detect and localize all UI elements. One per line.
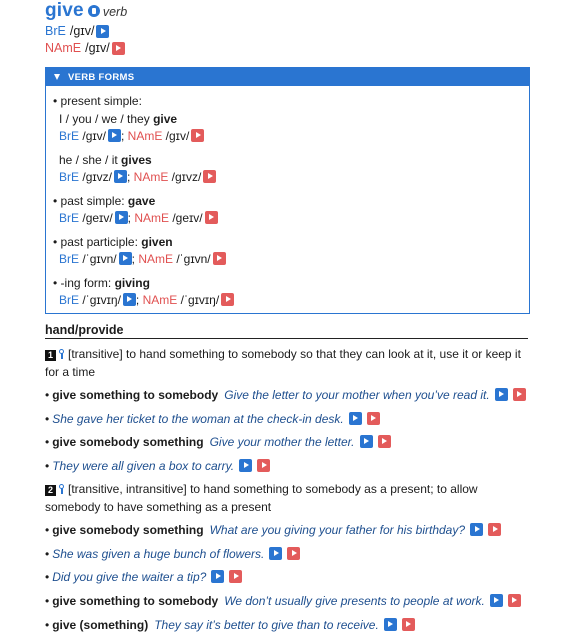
bre-label: BrE: [59, 129, 80, 143]
verb-forms-title: VERB FORMS: [68, 71, 135, 83]
play-name-icon[interactable]: [112, 42, 125, 55]
example-pattern: give somebody something: [52, 523, 204, 537]
ing-form: giving: [114, 275, 150, 290]
play-bre-icon[interactable]: [384, 618, 397, 631]
verb-forms-list: [46, 86, 529, 310]
present-simple-group: • present simple: I / you / we / they give BrE /ɡɪv/ ; NAmE /ɡɪv/ he / she / it gives BrE /ɡɪvz/ ; NAmE /ɡɪvz/: [53, 93, 529, 187]
play-name-icon[interactable]: [367, 412, 380, 425]
name-ipa: /ɡɪvz/: [171, 170, 202, 184]
example-text: Give the letter to your mother when you’ve read it.: [224, 388, 490, 402]
name-label: NAmE: [45, 41, 82, 55]
play-name-icon[interactable]: [513, 388, 526, 401]
past-simple-group: • past simple: gave BrE /ɡeɪv/ ; NAmE /ɡeɪv/: [53, 193, 529, 228]
example-sentence: [45, 521, 530, 539]
play-bre-icon[interactable]: [108, 129, 121, 142]
name-label: NAmE: [142, 293, 178, 307]
name-ipa: /ˈɡɪvn/: [176, 252, 211, 266]
example-pattern: give something to somebody: [52, 594, 219, 608]
headword: give: [45, 0, 84, 21]
play-name-icon[interactable]: [213, 252, 226, 265]
bre-ipa: /ˈɡɪvɪŋ/: [82, 293, 121, 307]
example-text: We don’t usually give presents to people at work.: [224, 594, 485, 608]
example-text: They were all given a box to carry.: [52, 459, 235, 473]
example-text: Give your mother the letter.: [209, 435, 355, 449]
sense-def: to hand something to somebody as a present; to allow somebody to have something as a present: [45, 482, 478, 514]
example-sentence: [45, 545, 530, 563]
sense-number: 1: [45, 350, 56, 361]
play-bre-icon[interactable]: [115, 211, 128, 224]
bullet: •: [45, 523, 50, 537]
verb-forms-toggle[interactable]: [46, 68, 529, 86]
example-sentence: [45, 568, 530, 586]
sense-def: to hand something to somebody so that they can look at it, use it or keep it for a time: [45, 347, 521, 379]
name-ipa: /ɡɪv/: [165, 129, 190, 143]
bre-label: BrE: [45, 24, 66, 38]
bullet: •: [45, 570, 50, 584]
play-bre-icon[interactable]: [211, 570, 224, 583]
past-form: gave: [127, 193, 156, 208]
example-pattern: give somebody something: [52, 435, 204, 449]
name-label: NAmE: [127, 129, 163, 143]
play-name-icon[interactable]: [203, 170, 216, 183]
ing-label: -ing form:: [60, 275, 112, 290]
present-subj2: he / she / it: [59, 152, 118, 167]
name-label: NAmE: [133, 170, 169, 184]
pron-bre: [45, 22, 109, 40]
bre-ipa: /ɡɪv/: [69, 24, 95, 38]
oxford-key-icon[interactable]: [59, 484, 64, 494]
example-sentence: [45, 433, 530, 451]
bullet: •: [45, 594, 50, 608]
bre-ipa: /ɡɪvz/: [82, 170, 112, 184]
bre-label: BrE: [59, 211, 80, 225]
example-text: She was given a huge bunch of flowers.: [52, 547, 265, 561]
sense-2-definition: [45, 481, 530, 516]
pron-name: [45, 39, 125, 57]
name-label: NAmE: [138, 252, 173, 266]
sense-grammar: [transitive]: [68, 347, 123, 361]
oxford-key-icon[interactable]: [59, 349, 64, 359]
example-sentence: [45, 386, 530, 404]
play-name-icon[interactable]: [221, 293, 234, 306]
present-subj1: I / you / we / they: [59, 111, 150, 126]
play-bre-icon[interactable]: [360, 435, 373, 448]
bullet: •: [45, 388, 50, 402]
play-name-icon[interactable]: [205, 211, 218, 224]
name-ipa: /ˈɡɪvɪŋ/: [180, 293, 220, 307]
play-name-icon[interactable]: [508, 594, 521, 607]
example-pattern: give (something): [52, 618, 149, 632]
bullet: •: [45, 435, 50, 449]
play-name-icon[interactable]: [287, 547, 300, 560]
bullet: •: [45, 459, 50, 473]
bullet: •: [45, 547, 50, 561]
name-label: NAmE: [134, 211, 169, 225]
pp-form: given: [141, 234, 173, 249]
play-name-icon[interactable]: [488, 523, 501, 536]
example-text: They say it’s better to give than to receive.: [154, 618, 379, 632]
part-of-speech: verb: [102, 5, 128, 19]
name-ipa: /ɡɪv/: [85, 41, 110, 55]
example-sentence: [45, 410, 530, 428]
present-label: present simple:: [60, 94, 142, 108]
bre-label: BrE: [59, 170, 80, 184]
play-name-icon[interactable]: [378, 435, 391, 448]
play-bre-icon[interactable]: [123, 293, 136, 306]
play-bre-icon[interactable]: [239, 459, 252, 472]
collapse-triangle-icon: [54, 74, 60, 80]
play-bre-icon[interactable]: [114, 170, 127, 183]
play-bre-icon[interactable]: [490, 594, 503, 607]
example-text: Did you give the waiter a tip?: [52, 570, 207, 584]
example-sentence: [45, 457, 530, 475]
past-participle-group: • past participle: given BrE /ˈɡɪvn/ ; NAmE /ˈɡɪvn/: [53, 234, 529, 269]
bre-ipa: /ˈɡɪvn/: [82, 252, 117, 266]
play-bre-icon[interactable]: [96, 25, 109, 38]
entry-header: [45, 0, 127, 22]
present-form1: give: [153, 111, 178, 126]
example-sentence: [45, 616, 530, 634]
verb-forms-box: [45, 67, 530, 314]
play-bre-icon[interactable]: [269, 547, 282, 560]
sense-grammar: [transitive, intransitive]: [68, 482, 187, 496]
example-text: She gave her ticket to the woman at the check-in desk.: [52, 412, 344, 426]
bre-label: BrE: [59, 293, 80, 307]
bre-ipa: /ɡeɪv/: [82, 211, 113, 225]
past-label: past simple:: [60, 193, 125, 208]
play-name-icon[interactable]: [257, 459, 270, 472]
bullet: •: [45, 412, 50, 426]
sense-number: 2: [45, 485, 56, 496]
example-pattern: give something to somebody: [52, 388, 219, 402]
play-bre-icon[interactable]: [349, 412, 362, 425]
present-form2: gives: [121, 152, 152, 167]
ing-form-group: • -ing form: giving BrE /ˈɡɪvɪŋ/ ; NAmE /ˈɡɪvɪŋ/: [53, 275, 529, 310]
play-bre-icon[interactable]: [470, 523, 483, 536]
play-bre-icon[interactable]: [495, 388, 508, 401]
sense-1-definition: [45, 346, 530, 381]
example-text: What are you giving your father for his birthday?: [209, 523, 466, 537]
bre-label: BrE: [59, 252, 80, 266]
play-name-icon[interactable]: [229, 570, 242, 583]
bre-ipa: /ɡɪv/: [82, 129, 106, 143]
oxford-3000-icon[interactable]: [88, 5, 100, 17]
play-name-icon[interactable]: [191, 129, 204, 142]
play-bre-icon[interactable]: [119, 252, 132, 265]
example-sentence: [45, 592, 530, 610]
play-name-icon[interactable]: [402, 618, 415, 631]
bullet: •: [45, 618, 50, 632]
pp-label: past participle:: [60, 234, 138, 249]
section-heading: hand/provide: [45, 323, 528, 339]
name-ipa: /ɡeɪv/: [172, 211, 203, 225]
